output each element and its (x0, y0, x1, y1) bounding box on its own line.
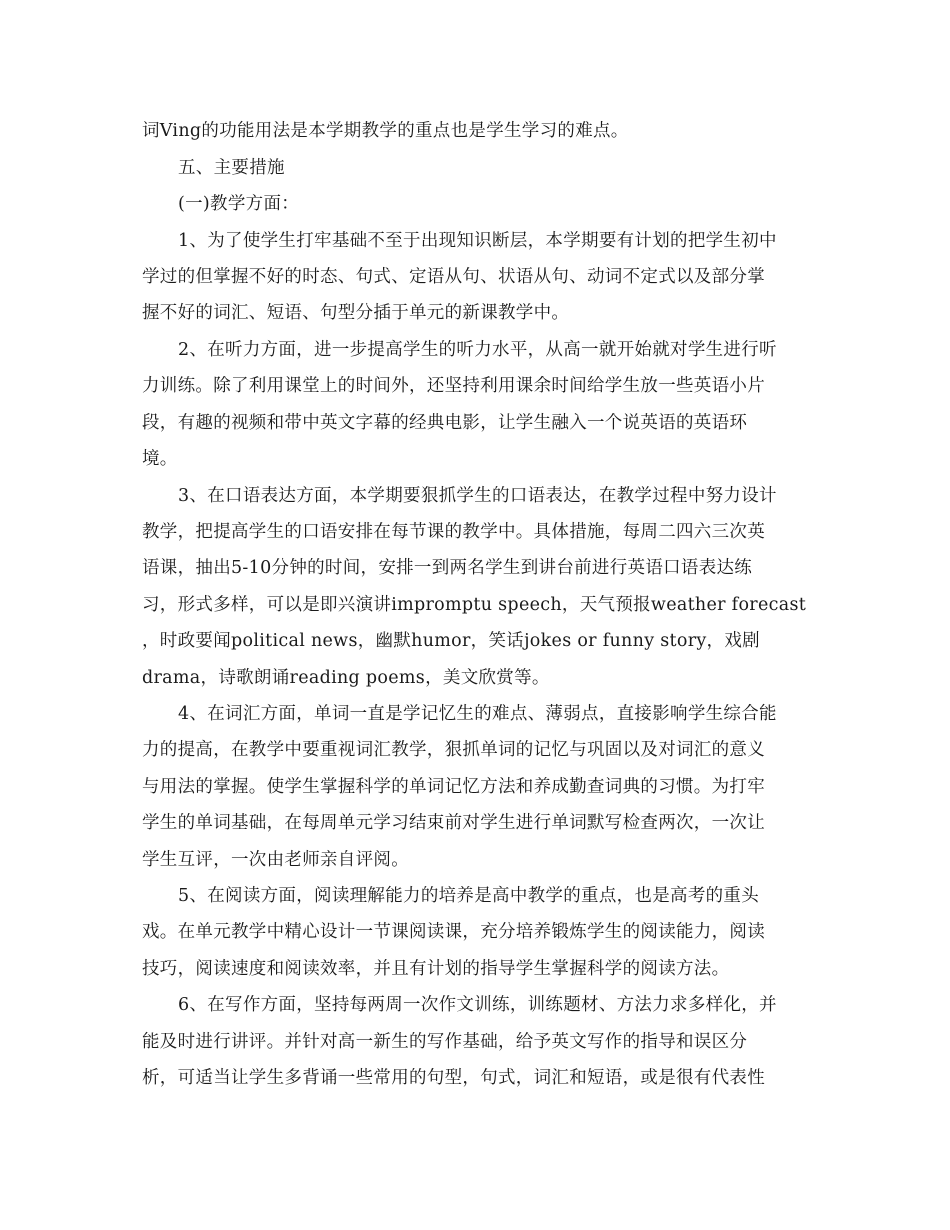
paragraph-6-line: 能及时进行讲评。并针对高一新生的写作基础，给予英文写作的指导和误区分 (142, 1032, 748, 1052)
paragraph-4-line: 力的提高，在教学中要重视词汇教学，狠抓单词的记忆与巩固以及对词汇的意义 (142, 740, 765, 760)
paragraph-4-line: 与用法的掌握。使学生掌握科学的单词记忆方法和养成勤查词典的习惯。为打牢 (142, 777, 765, 797)
paragraph-3-line: 3、在口语表达方面，本学期要狠抓学生的口语表达，在教学过程中努力设计 (178, 486, 777, 506)
paragraph-3-line: drama，诗歌朗诵reading poems，美文欣赏等。 (142, 668, 550, 688)
paragraph-4-line: 学生互评，一次由老师亲自评阅。 (142, 850, 409, 870)
paragraph-2-line: 2、在听力方面，进一步提高学生的听力水平，从高一就开始就对学生进行听 (178, 340, 777, 360)
paragraph-1-line: 1、为了使学生打牢基础不至于出现知识断层，本学期要有计划的把学生初中 (178, 231, 777, 251)
paragraph-3-line: 习，形式多样，可以是即兴演讲impromptu speech，天气预报weather forecast (142, 595, 807, 615)
paragraph-4-line: 学生的单词基础，在每周单元学习结束前对学生进行单词默写检查两次，一次让 (142, 813, 765, 833)
paragraph-3-line: 教学，把提高学生的口语安排在每节课的教学中。具体措施，每周二四六三次英 (142, 522, 765, 542)
text-line: 词Ving的功能用法是本学期教学的重点也是学生学习的难点。 (142, 121, 629, 141)
paragraph-2-line: 段，有趣的视频和带中英文字幕的经典电影，让学生融入一个说英语的英语环 (142, 413, 748, 433)
paragraph-2-line: 力训练。除了利用课堂上的时间外，还坚持利用课余时间给学生放一些英语小片 (142, 376, 765, 396)
paragraph-1-line: 学过的但掌握不好的时态、句式、定语从句、状语从句、动词不定式以及部分掌 (142, 267, 765, 287)
paragraph-2-line: 境。 (142, 449, 178, 469)
paragraph-5-line: 技巧，阅读速度和阅读效率，并且有计划的指导学生掌握科学的阅读方法。 (142, 959, 730, 979)
paragraph-1-line: 握不好的词汇、短语、句型分插于单元的新课教学中。 (142, 303, 570, 323)
paragraph-6-line: 析，可适当让学生多背诵一些常用的句型，句式，词汇和短语，或是很有代表性 (142, 1068, 765, 1088)
paragraph-5-line: 戏。在单元教学中精心设计一节课阅读课，充分培养锻炼学生的阅读能力，阅读 (142, 922, 765, 942)
subsection-heading: (一)教学方面： (178, 194, 300, 214)
paragraph-4-line: 4、在词汇方面，单词一直是学记忆生的难点、薄弱点，直接影响学生综合能 (178, 704, 777, 724)
paragraph-3-line: ，时政要闻political news，幽默humor，笑话jokes or funny story，戏剧 (142, 631, 760, 651)
paragraph-5-line: 5、在阅读方面，阅读理解能力的培养是高中教学的重点，也是高考的重头 (178, 886, 760, 906)
paragraph-6-line: 6、在写作方面，坚持每两周一次作文训练，训练题材、方法力求多样化，并 (178, 995, 777, 1015)
paragraph-3-line: 语课，抽出5-10分钟的时间，安排一到两名学生到讲台前进行英语口语表达练 (142, 558, 753, 578)
section-heading: 五、主要措施 (178, 158, 285, 178)
